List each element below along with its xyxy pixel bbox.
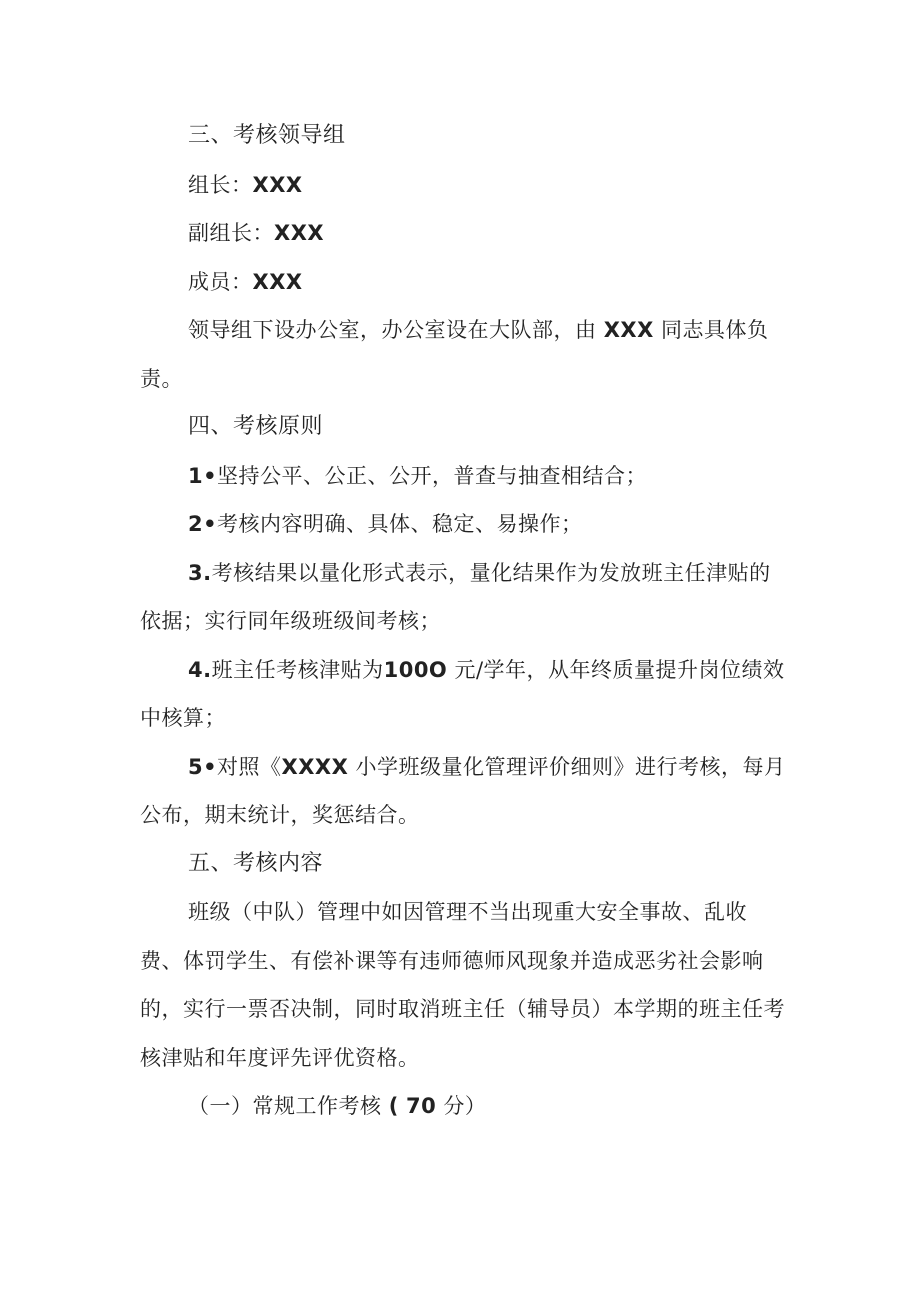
document-body bbox=[140, 112, 786, 1131]
deputy-value: XXX bbox=[274, 221, 325, 245]
principle-2-number: 2• bbox=[188, 512, 218, 536]
principle-5-text-2: 小学班级量化管理评价细则》进行考核，每月公布，期末统计，奖惩结合。 bbox=[140, 754, 786, 827]
veto-paragraph: 班级（中队）管理中如因管理不当出现重大安全事故、乱收费、体罚学生、有偿补课等有违师德师风现象并造成恶劣社会影响的，实行一票否决制，同时取消班主任（辅导员）本学期的班主任考核津贴和年度评先评优资格。 bbox=[140, 900, 785, 1070]
office-text-2: 同志具体负责。 bbox=[140, 318, 769, 391]
principle-3-text: 考核结果以量化形式表示，量化结果作为发放班主任津贴的依据；实行同年级班级间考核； bbox=[140, 560, 771, 633]
subsection-1-prefix: （一）常规工作考核 bbox=[188, 1094, 382, 1118]
principle-1-text: 坚持公平、公正、公开，普查与抽查相结合； bbox=[217, 463, 648, 488]
principle-item-3 bbox=[140, 549, 786, 646]
deputy-leader-line bbox=[140, 209, 786, 258]
subsection-1-suffix: 分） bbox=[443, 1094, 487, 1118]
principle-item-5 bbox=[140, 743, 786, 840]
members-line bbox=[140, 258, 786, 307]
section-3-heading: 三、考核领导组 bbox=[188, 123, 346, 148]
leader-value: XXX bbox=[252, 172, 303, 197]
principle-3-number: 3. bbox=[188, 560, 212, 585]
office-name: XXX bbox=[603, 318, 654, 342]
principle-4-text-1: 班主任考核津贴为 bbox=[211, 657, 384, 682]
principle-4-text-2: 元/学年，从年终质量提升岗位绩效中核算； bbox=[140, 657, 785, 730]
regulation-doc-name: XXXX bbox=[281, 754, 349, 779]
principle-1-number: 1• bbox=[188, 463, 218, 488]
office-paragraph bbox=[140, 306, 786, 403]
subsection-1-score: 70 bbox=[405, 1094, 437, 1118]
principle-item-4 bbox=[140, 646, 786, 743]
section-4-heading: 四、考核原则 bbox=[188, 414, 324, 439]
subsection-1-heading bbox=[140, 1082, 786, 1131]
members-label: 成员： bbox=[188, 269, 253, 294]
principle-5-number: 5• bbox=[188, 754, 218, 779]
office-text-1: 领导组下设办公室，办公室设在大队部，由 bbox=[188, 318, 597, 342]
leader-line bbox=[140, 161, 786, 210]
principle-item-2 bbox=[140, 500, 786, 549]
principle-2-text: 考核内容明确、具体、稳定、易操作； bbox=[217, 512, 583, 536]
leader-label: 组长： bbox=[188, 172, 253, 197]
section-5-heading: 五、考核内容 bbox=[188, 850, 324, 876]
principle-5-text-1: 对照《 bbox=[217, 754, 282, 779]
members-value: XXX bbox=[252, 269, 303, 294]
allowance-amount: 100O bbox=[383, 657, 448, 682]
deputy-label: 副组长： bbox=[188, 221, 274, 245]
subsection-1-open-paren: ( bbox=[388, 1094, 399, 1118]
principle-4-number: 4. bbox=[188, 657, 212, 682]
principle-item-1 bbox=[140, 452, 786, 501]
